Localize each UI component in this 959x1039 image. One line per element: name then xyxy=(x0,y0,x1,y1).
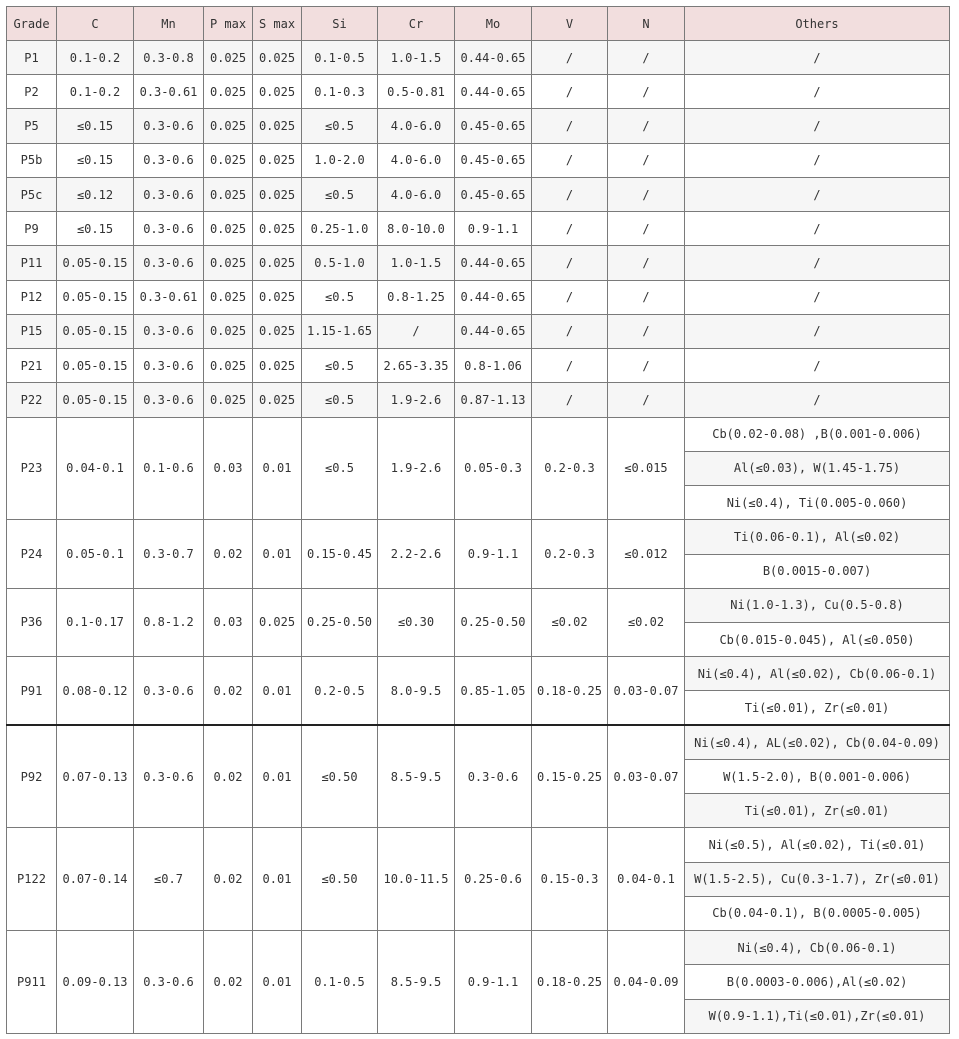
cell-cr: 1.9-2.6 xyxy=(378,383,455,417)
cell-grade: P92 xyxy=(7,725,57,828)
cell-p: 0.025 xyxy=(204,212,253,246)
cell-n: ≤0.02 xyxy=(608,588,685,656)
cell-others: Ni(≤0.5), Al(≤0.02), Ti(≤0.01) xyxy=(685,828,950,862)
table-row xyxy=(7,657,950,691)
cell-mo: 0.05-0.3 xyxy=(455,417,532,520)
cell-n: ≤0.015 xyxy=(608,417,685,520)
cell-n: 0.03-0.07 xyxy=(608,725,685,828)
cell-si: ≤0.5 xyxy=(302,349,378,383)
table-row xyxy=(7,246,950,280)
table-row xyxy=(7,349,950,383)
cell-others: W(1.5-2.5), Cu(0.3-1.7), Zr(≤0.01) xyxy=(685,862,950,896)
cell-v: 0.15-0.25 xyxy=(532,725,608,828)
cell-si: 0.1-0.5 xyxy=(302,931,378,1034)
cell-p: 0.02 xyxy=(204,931,253,1034)
cell-mo: 0.44-0.65 xyxy=(455,75,532,109)
cell-v: / xyxy=(532,75,608,109)
cell-si: ≤0.5 xyxy=(302,417,378,520)
header-others: Others xyxy=(685,7,950,41)
table-header-row xyxy=(7,7,950,41)
cell-p: 0.025 xyxy=(204,143,253,177)
cell-mn: 0.3-0.6 xyxy=(134,246,204,280)
cell-cr: 2.65-3.35 xyxy=(378,349,455,383)
cell-cr: 8.0-10.0 xyxy=(378,212,455,246)
cell-c: ≤0.15 xyxy=(57,109,134,143)
cell-n: / xyxy=(608,75,685,109)
cell-v: / xyxy=(532,143,608,177)
cell-s: 0.01 xyxy=(253,657,302,725)
cell-cr: / xyxy=(378,314,455,348)
cell-c: 0.05-0.15 xyxy=(57,280,134,314)
cell-cr: 0.5-0.81 xyxy=(378,75,455,109)
cell-cr: 0.8-1.25 xyxy=(378,280,455,314)
cell-mn: ≤0.7 xyxy=(134,828,204,931)
cell-mo: 0.87-1.13 xyxy=(455,383,532,417)
cell-si: ≤0.50 xyxy=(302,828,378,931)
cell-p: 0.025 xyxy=(204,246,253,280)
cell-mn: 0.3-0.6 xyxy=(134,212,204,246)
cell-n: / xyxy=(608,109,685,143)
cell-p: 0.02 xyxy=(204,657,253,725)
cell-mn: 0.3-0.6 xyxy=(134,177,204,211)
header-mn: Mn xyxy=(134,7,204,41)
cell-others: Ni(≤0.4), AL(≤0.02), Cb(0.04-0.09) xyxy=(685,725,950,759)
header-grade: Grade xyxy=(7,7,57,41)
cell-mo: 0.44-0.65 xyxy=(455,246,532,280)
cell-mo: 0.45-0.65 xyxy=(455,109,532,143)
cell-v: 0.18-0.25 xyxy=(532,657,608,725)
cell-v: 0.18-0.25 xyxy=(532,931,608,1034)
cell-others: Ti(≤0.01), Zr(≤0.01) xyxy=(685,794,950,828)
cell-grade: P12 xyxy=(7,280,57,314)
cell-n: / xyxy=(608,314,685,348)
cell-mn: 0.3-0.6 xyxy=(134,314,204,348)
cell-others: / xyxy=(685,177,950,211)
cell-grade: P11 xyxy=(7,246,57,280)
cell-cr: ≤0.30 xyxy=(378,588,455,656)
cell-s: 0.025 xyxy=(253,177,302,211)
cell-mn: 0.3-0.6 xyxy=(134,349,204,383)
cell-s: 0.025 xyxy=(253,41,302,75)
cell-v: / xyxy=(532,109,608,143)
cell-p: 0.025 xyxy=(204,109,253,143)
cell-mn: 0.3-0.6 xyxy=(134,657,204,725)
table-row xyxy=(7,417,950,451)
cell-s: 0.01 xyxy=(253,417,302,520)
cell-grade: P22 xyxy=(7,383,57,417)
header-v: V xyxy=(532,7,608,41)
table-row xyxy=(7,212,950,246)
cell-c: 0.07-0.14 xyxy=(57,828,134,931)
cell-others: Ti(≤0.01), Zr(≤0.01) xyxy=(685,691,950,725)
cell-si: 0.5-1.0 xyxy=(302,246,378,280)
cell-others: Ni(≤0.4), Cb(0.06-0.1) xyxy=(685,931,950,965)
cell-mn: 0.3-0.8 xyxy=(134,41,204,75)
cell-cr: 4.0-6.0 xyxy=(378,109,455,143)
cell-mn: 0.3-0.6 xyxy=(134,931,204,1034)
cell-si: ≤0.5 xyxy=(302,383,378,417)
cell-c: 0.04-0.1 xyxy=(57,417,134,520)
table-row xyxy=(7,280,950,314)
cell-mo: 0.9-1.1 xyxy=(455,520,532,588)
cell-grade: P5 xyxy=(7,109,57,143)
cell-si: 1.15-1.65 xyxy=(302,314,378,348)
cell-grade: P36 xyxy=(7,588,57,656)
cell-s: 0.025 xyxy=(253,143,302,177)
cell-s: 0.01 xyxy=(253,931,302,1034)
cell-cr: 4.0-6.0 xyxy=(378,143,455,177)
cell-others: / xyxy=(685,212,950,246)
cell-s: 0.025 xyxy=(253,246,302,280)
cell-grade: P5b xyxy=(7,143,57,177)
cell-grade: P24 xyxy=(7,520,57,588)
cell-v: 0.15-0.3 xyxy=(532,828,608,931)
cell-v: / xyxy=(532,314,608,348)
cell-v: / xyxy=(532,349,608,383)
cell-mo: 0.9-1.1 xyxy=(455,212,532,246)
cell-others: / xyxy=(685,143,950,177)
cell-v: / xyxy=(532,280,608,314)
cell-mn: 0.1-0.6 xyxy=(134,417,204,520)
header-n: N xyxy=(608,7,685,41)
cell-cr: 8.0-9.5 xyxy=(378,657,455,725)
cell-s: 0.025 xyxy=(253,588,302,656)
cell-p: 0.03 xyxy=(204,588,253,656)
cell-n: / xyxy=(608,280,685,314)
cell-others: B(0.0015-0.007) xyxy=(685,554,950,588)
cell-others: Cb(0.02-0.08) ,B(0.001-0.006) xyxy=(685,417,950,451)
cell-c: 0.1-0.2 xyxy=(57,41,134,75)
cell-c: 0.1-0.2 xyxy=(57,75,134,109)
cell-si: 0.25-0.50 xyxy=(302,588,378,656)
cell-p: 0.02 xyxy=(204,520,253,588)
cell-si: 0.1-0.5 xyxy=(302,41,378,75)
cell-v: 0.2-0.3 xyxy=(532,417,608,520)
cell-s: 0.01 xyxy=(253,828,302,931)
cell-grade: P21 xyxy=(7,349,57,383)
cell-mn: 0.3-0.6 xyxy=(134,143,204,177)
cell-others: / xyxy=(685,41,950,75)
cell-v: / xyxy=(532,383,608,417)
cell-others: / xyxy=(685,383,950,417)
table-row xyxy=(7,931,950,965)
table-row xyxy=(7,177,950,211)
cell-p: 0.025 xyxy=(204,75,253,109)
cell-si: 0.15-0.45 xyxy=(302,520,378,588)
cell-v: / xyxy=(532,177,608,211)
cell-others: / xyxy=(685,75,950,109)
cell-si: 0.2-0.5 xyxy=(302,657,378,725)
cell-mo: 0.9-1.1 xyxy=(455,931,532,1034)
cell-si: 1.0-2.0 xyxy=(302,143,378,177)
cell-c: ≤0.15 xyxy=(57,212,134,246)
cell-s: 0.025 xyxy=(253,212,302,246)
cell-mo: 0.3-0.6 xyxy=(455,725,532,828)
cell-others: Cb(0.015-0.045), Al(≤0.050) xyxy=(685,622,950,656)
cell-cr: 10.0-11.5 xyxy=(378,828,455,931)
cell-mo: 0.44-0.65 xyxy=(455,41,532,75)
cell-p: 0.025 xyxy=(204,177,253,211)
cell-cr: 8.5-9.5 xyxy=(378,931,455,1034)
cell-n: / xyxy=(608,383,685,417)
cell-others: / xyxy=(685,349,950,383)
cell-grade: P9 xyxy=(7,212,57,246)
cell-n: 0.04-0.1 xyxy=(608,828,685,931)
table-row xyxy=(7,75,950,109)
cell-n: / xyxy=(608,177,685,211)
cell-cr: 8.5-9.5 xyxy=(378,725,455,828)
cell-si: ≤0.5 xyxy=(302,177,378,211)
cell-p: 0.025 xyxy=(204,280,253,314)
cell-s: 0.025 xyxy=(253,75,302,109)
table-row xyxy=(7,383,950,417)
cell-others: Ti(0.06-0.1), Al(≤0.02) xyxy=(685,520,950,554)
cell-mo: 0.25-0.50 xyxy=(455,588,532,656)
cell-grade: P122 xyxy=(7,828,57,931)
table-row xyxy=(7,588,950,622)
cell-p: 0.02 xyxy=(204,828,253,931)
cell-grade: P5c xyxy=(7,177,57,211)
table-row xyxy=(7,314,950,348)
header-cr: Cr xyxy=(378,7,455,41)
table-row xyxy=(7,109,950,143)
cell-v: ≤0.02 xyxy=(532,588,608,656)
cell-mn: 0.3-0.61 xyxy=(134,280,204,314)
cell-v: / xyxy=(532,246,608,280)
cell-s: 0.025 xyxy=(253,280,302,314)
cell-s: 0.025 xyxy=(253,383,302,417)
cell-p: 0.03 xyxy=(204,417,253,520)
cell-c: 0.05-0.15 xyxy=(57,246,134,280)
chemical-composition-table xyxy=(6,6,950,1034)
cell-grade: P911 xyxy=(7,931,57,1034)
cell-mn: 0.3-0.6 xyxy=(134,725,204,828)
cell-mo: 0.85-1.05 xyxy=(455,657,532,725)
cell-cr: 2.2-2.6 xyxy=(378,520,455,588)
cell-others: / xyxy=(685,314,950,348)
cell-si: 0.1-0.3 xyxy=(302,75,378,109)
cell-si: ≤0.50 xyxy=(302,725,378,828)
cell-c: 0.05-0.15 xyxy=(57,349,134,383)
table-row xyxy=(7,41,950,75)
cell-others: / xyxy=(685,109,950,143)
cell-mo: 0.45-0.65 xyxy=(455,177,532,211)
cell-p: 0.025 xyxy=(204,383,253,417)
cell-grade: P91 xyxy=(7,657,57,725)
cell-v: / xyxy=(532,41,608,75)
cell-s: 0.025 xyxy=(253,109,302,143)
cell-others: Ni(1.0-1.3), Cu(0.5-0.8) xyxy=(685,588,950,622)
cell-n: / xyxy=(608,212,685,246)
cell-mn: 0.3-0.6 xyxy=(134,109,204,143)
cell-cr: 1.0-1.5 xyxy=(378,246,455,280)
cell-grade: P2 xyxy=(7,75,57,109)
cell-n: 0.03-0.07 xyxy=(608,657,685,725)
cell-n: 0.04-0.09 xyxy=(608,931,685,1034)
cell-others: B(0.0003-0.006),Al(≤0.02) xyxy=(685,965,950,999)
cell-others: / xyxy=(685,280,950,314)
cell-c: 0.05-0.1 xyxy=(57,520,134,588)
cell-si: 0.25-1.0 xyxy=(302,212,378,246)
cell-mn: 0.3-0.7 xyxy=(134,520,204,588)
cell-n: / xyxy=(608,143,685,177)
cell-mo: 0.25-0.6 xyxy=(455,828,532,931)
cell-p: 0.025 xyxy=(204,349,253,383)
cell-mo: 0.44-0.65 xyxy=(455,280,532,314)
cell-si: ≤0.5 xyxy=(302,280,378,314)
cell-c: 0.05-0.15 xyxy=(57,383,134,417)
cell-others: / xyxy=(685,246,950,280)
cell-others: Cb(0.04-0.1), B(0.0005-0.005) xyxy=(685,896,950,930)
cell-others: Ni(≤0.4), Al(≤0.02), Cb(0.06-0.1) xyxy=(685,657,950,691)
cell-others: W(1.5-2.0), B(0.001-0.006) xyxy=(685,759,950,793)
cell-n: / xyxy=(608,41,685,75)
cell-cr: 4.0-6.0 xyxy=(378,177,455,211)
cell-c: ≤0.12 xyxy=(57,177,134,211)
cell-p: 0.02 xyxy=(204,725,253,828)
cell-si: ≤0.5 xyxy=(302,109,378,143)
cell-grade: P1 xyxy=(7,41,57,75)
cell-c: 0.07-0.13 xyxy=(57,725,134,828)
cell-c: 0.08-0.12 xyxy=(57,657,134,725)
header-mo: Mo xyxy=(455,7,532,41)
cell-others: Al(≤0.03), W(1.45-1.75) xyxy=(685,451,950,485)
table-row xyxy=(7,143,950,177)
cell-cr: 1.9-2.6 xyxy=(378,417,455,520)
cell-n: / xyxy=(608,349,685,383)
cell-mo: 0.44-0.65 xyxy=(455,314,532,348)
cell-s: 0.01 xyxy=(253,520,302,588)
cell-p: 0.025 xyxy=(204,41,253,75)
cell-grade: P23 xyxy=(7,417,57,520)
table-row xyxy=(7,725,950,759)
table-row xyxy=(7,520,950,554)
header-c: C xyxy=(57,7,134,41)
cell-c: 0.1-0.17 xyxy=(57,588,134,656)
header-p-max: P max xyxy=(204,7,253,41)
cell-c: 0.09-0.13 xyxy=(57,931,134,1034)
cell-mo: 0.8-1.06 xyxy=(455,349,532,383)
cell-mo: 0.45-0.65 xyxy=(455,143,532,177)
cell-s: 0.01 xyxy=(253,725,302,828)
cell-v: / xyxy=(532,212,608,246)
cell-s: 0.025 xyxy=(253,314,302,348)
cell-v: 0.2-0.3 xyxy=(532,520,608,588)
header-s-max: S max xyxy=(253,7,302,41)
header-si: Si xyxy=(302,7,378,41)
cell-mn: 0.3-0.6 xyxy=(134,383,204,417)
cell-cr: 1.0-1.5 xyxy=(378,41,455,75)
cell-c: ≤0.15 xyxy=(57,143,134,177)
cell-s: 0.025 xyxy=(253,349,302,383)
cell-n: / xyxy=(608,246,685,280)
cell-mn: 0.3-0.61 xyxy=(134,75,204,109)
cell-n: ≤0.012 xyxy=(608,520,685,588)
cell-others: W(0.9-1.1),Ti(≤0.01),Zr(≤0.01) xyxy=(685,999,950,1033)
table-row xyxy=(7,828,950,862)
cell-grade: P15 xyxy=(7,314,57,348)
cell-c: 0.05-0.15 xyxy=(57,314,134,348)
cell-others: Ni(≤0.4), Ti(0.005-0.060) xyxy=(685,486,950,520)
cell-mn: 0.8-1.2 xyxy=(134,588,204,656)
table-body xyxy=(7,41,950,1034)
cell-p: 0.025 xyxy=(204,314,253,348)
